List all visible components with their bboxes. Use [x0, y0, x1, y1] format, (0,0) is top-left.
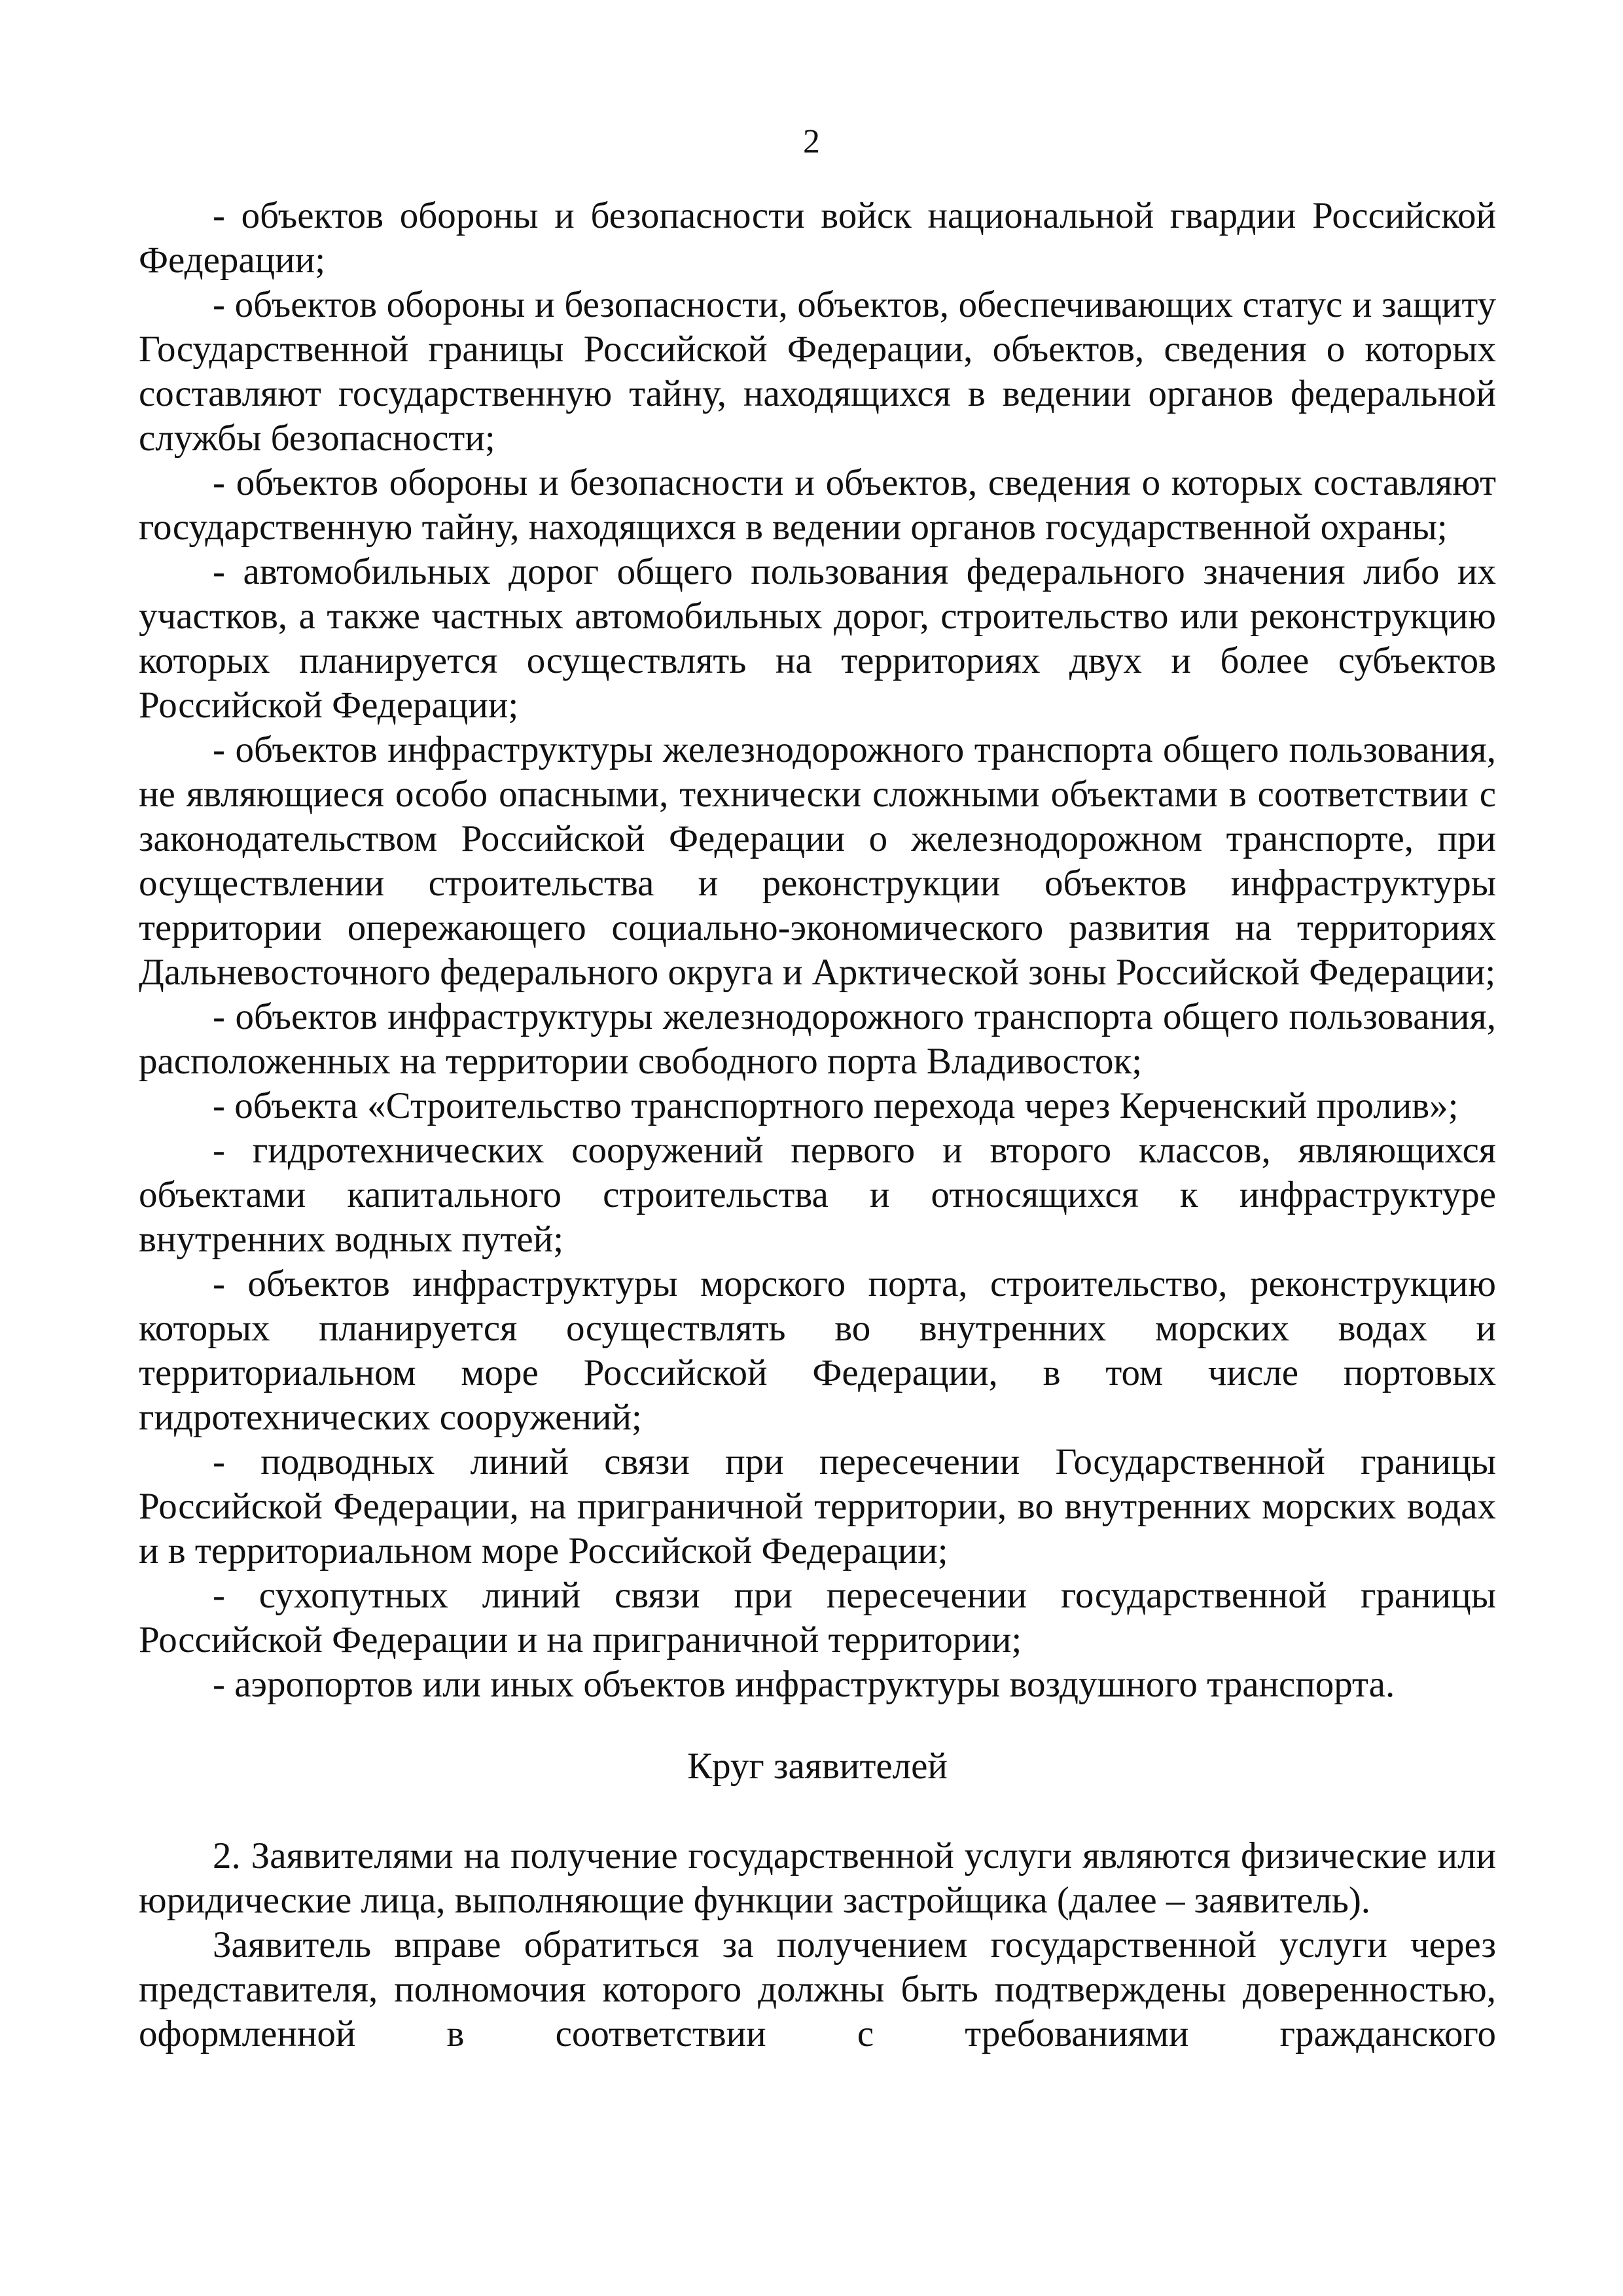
list-item-highways: - автомобильных дорог общего пользования федерального значения либо их участков, а также частных автомобильных дорог, строительство или реконструкцию которых планируется осуществлять на территориях двух и более субъектов Российской Федерации; [139, 551, 1496, 726]
list-item-hydraulic-structures: - гидротехнических сооружений первого и второго классов, являющихся объектами капитального строительства и относящихся к инфраструктуре внутренних водных путей; [139, 1130, 1496, 1260]
list-item-seaport: - объектов инфраструктуры морского порта, строительство, реконструкцию которых планируется осуществлять во внутренних морских водах и территориальном море Российской Федерации, в том числе портовых гидротехнических сооружений; [139, 1263, 1496, 1438]
list-item-fsb: - объектов обороны и безопасности, объектов, обеспечивающих статус и защиту Государственной границы Российской Федерации, объектов, сведения о которых составляют государственную тайну, находящихся в ведении органов федеральной службы безопасности; [139, 284, 1496, 459]
list-item-kerch-crossing: - объекта «Строительство транспортного перехода через Керченский пролив»; [213, 1085, 1459, 1126]
list-item-railway-far-east-arctic: - объектов инфраструктуры железнодорожного транспорта общего пользования, не являющиеся особо опасными, технически сложными объектами в соответствии с законодательством Российской Федерации о железнодорожном транспорте, при осуществлении строительства и реконструкции объектов инфраструктуры территории опережающего социально-экономического развития на территориях Дальневосточного федерального округа и Арктической зоны Российской Федерации; [139, 729, 1496, 993]
representative-paragraph: Заявитель вправе обратиться за получением государственной услуги через представителя, полномочия которого должны быть подтверждены доверенностью, оформленной в соответствии с требованиями гражданского [139, 1924, 1496, 2054]
list-item-state-guard: - объектов обороны и безопасности и объектов, сведения о которых составляют государственную тайну, находящихся в ведении органов государственной охраны; [139, 462, 1496, 548]
applicants-paragraph: 2. Заявителями на получение государственной услуги являются физические или юридические лица, выполняющие функции застройщика (далее – заявитель). [139, 1835, 1496, 1921]
list-item-underwater-communication-lines: - подводных линий связи при пересечении Государственной границы Российской Федерации, на приграничной территории, во внутренних морских водах и в территориальном море Российской Федерации; [139, 1441, 1496, 1571]
section-heading: Круг заявителей [687, 1746, 948, 1787]
document-body [139, 194, 1496, 2054]
page-number: 2 [803, 123, 820, 160]
list-item-railway-vladivostok: - объектов инфраструктуры железнодорожного транспорта общего пользования, расположенных на территории свободного порта Владивосток; [139, 996, 1496, 1082]
page-end-clip [139, 1923, 1496, 2054]
list-item-land-communication-lines: - сухопутных линий связи при пересечении государственной границы Российской Федерации и на приграничной территории; [139, 1575, 1496, 1660]
list-item-airports: - аэропортов или иных объектов инфраструктуры воздушного транспорта. [213, 1664, 1395, 1705]
list-item-national-guard: - объектов обороны и безопасности войск национальной гвардии Российской Федерации; [139, 195, 1496, 281]
